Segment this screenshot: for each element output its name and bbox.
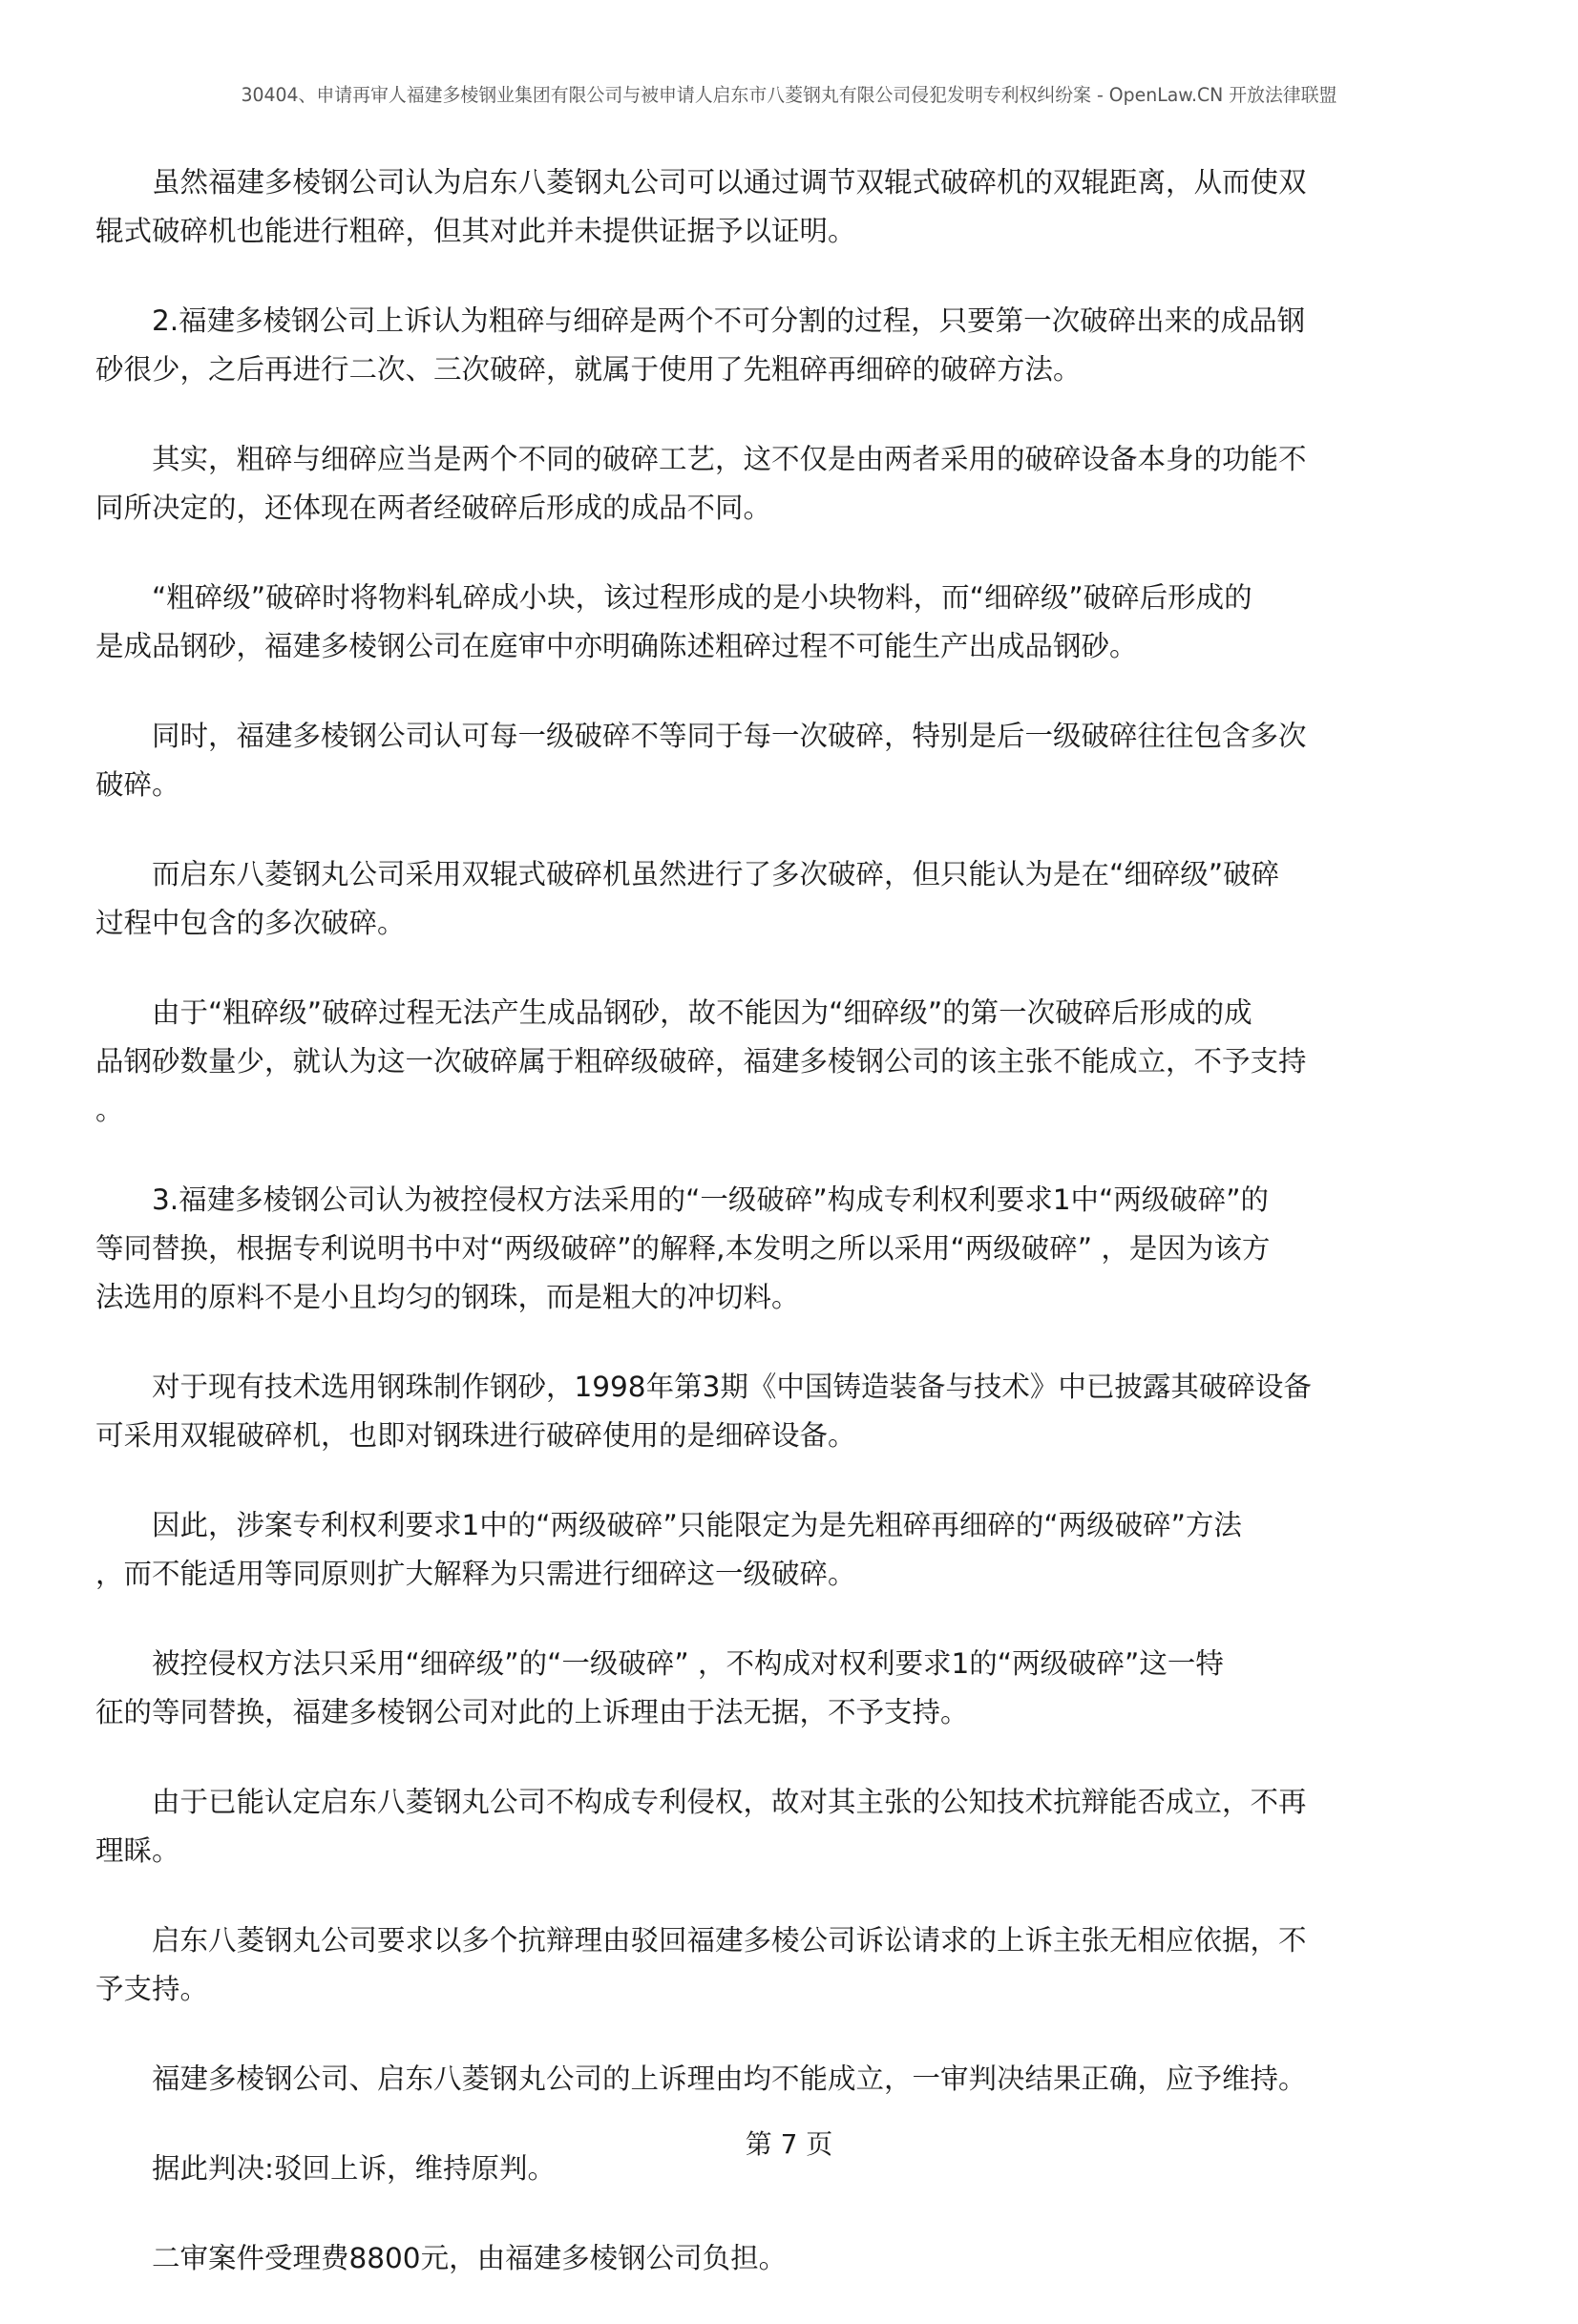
page-header: 30404、申请再审人福建多棱钢业集团有限公司与被申请人启东市八菱钢丸有限公司侵犯发明专利权纠纷案 - OpenLaw.CN 开放法律联盟 <box>241 84 1337 106</box>
paragraph-line: 2.福建多棱钢公司上诉认为粗碎与细碎是两个不可分割的过程，只要第一次破碎出来的成品钢 <box>95 304 1306 337</box>
paragraph-line: 理睬。 <box>95 1834 180 1867</box>
paragraph <box>95 850 1489 948</box>
paragraph <box>95 712 1489 809</box>
paragraph <box>95 2055 1489 2104</box>
paragraph-line: 品钢砂数量少，就认为这一次破碎属于粗碎级破碎，福建多棱钢公司的该主张不能成立，不予支持 <box>95 1045 1307 1078</box>
paragraph <box>95 1640 1489 1737</box>
paragraph-line: 二审案件受理费8800元，由福建多棱钢公司负担。 <box>95 2242 788 2274</box>
document-body <box>95 158 1489 2324</box>
paragraph-line: 过程中包含的多次破碎。 <box>95 907 406 939</box>
paragraph-line: 破碎。 <box>95 768 180 801</box>
paragraph <box>95 158 1489 256</box>
paragraph-line: 等同替换，根据专利说明书中对“两级破碎”的解释,本发明之所以采用“两级破碎” ，是因为该方 <box>95 1232 1271 1265</box>
paragraph <box>95 1176 1489 1322</box>
paragraph-line: ，而不能适用等同原则扩大解释为只需进行细碎这一级破碎。 <box>95 1558 856 1590</box>
paragraph-line: “粗碎级”破碎时将物料轧碎成小块，该过程形成的是小块物料，而“细碎级”破碎后形成的 <box>95 581 1252 614</box>
paragraph <box>95 1363 1489 1460</box>
paragraph-line: 可采用双辊破碎机，也即对钢珠进行破碎使用的是细碎设备。 <box>95 1419 856 1452</box>
paragraph-line: 辊式破碎机也能进行粗碎，但其对此并未提供证据予以证明。 <box>95 215 856 247</box>
paragraph-line: 同时，福建多棱钢公司认可每一级破碎不等同于每一次破碎，特别是后一级破碎往往包含多次 <box>95 720 1307 752</box>
paragraph <box>95 435 1489 533</box>
paragraph-line: 由于“粗碎级”破碎过程无法产生成品钢砂，故不能因为“细碎级”的第一次破碎后形成的成 <box>95 996 1252 1029</box>
paragraph-line: 虽然福建多棱钢公司认为启东八菱钢丸公司可以通过调节双辊式破碎机的双辊距离，从而使双 <box>95 166 1307 199</box>
paragraph-line: 是成品钢砂，福建多棱钢公司在庭审中亦明确陈述粗碎过程不可能生产出成品钢砂。 <box>95 630 1138 662</box>
paragraph <box>95 2234 1489 2283</box>
paragraph-line: 启东八菱钢丸公司要求以多个抗辩理由驳回福建多棱公司诉讼请求的上诉主张无相应依据，不 <box>95 1924 1307 1957</box>
paragraph-line: 其实，粗碎与细碎应当是两个不同的破碎工艺，这不仅是由两者采用的破碎设备本身的功能不 <box>95 443 1307 475</box>
paragraph-line: 法选用的原料不是小且均匀的钢珠，而是粗大的冲切料。 <box>95 1281 800 1313</box>
paragraph <box>95 989 1489 1135</box>
paragraph-line: 同所决定的，还体现在两者经破碎后形成的成品不同。 <box>95 492 772 524</box>
paragraph-line: 因此，涉案专利权利要求1中的“两级破碎”只能限定为是先粗碎再细碎的“两级破碎”方法 <box>95 1509 1242 1541</box>
paragraph <box>95 1916 1489 2014</box>
paragraph-line: 而启东八菱钢丸公司采用双辊式破碎机虽然进行了多次破碎，但只能认为是在“细碎级”破碎 <box>95 858 1280 890</box>
page-number: 第 7 页 <box>745 2128 833 2160</box>
paragraph-line: 征的等同替换，福建多棱钢公司对此的上诉理由于法无据，不予支持。 <box>95 1696 969 1728</box>
paragraph <box>95 1778 1489 1875</box>
paragraph-line: 由于已能认定启东八菱钢丸公司不构成专利侵权，故对其主张的公知技术抗辩能否成立，不再 <box>95 1786 1307 1818</box>
paragraph <box>95 574 1489 671</box>
paragraph-line: 砂很少，之后再进行二次、三次破碎，就属于使用了先粗碎再细碎的破碎方法。 <box>95 353 1082 386</box>
paragraph-line: 3.福建多棱钢公司认为被控侵权方法采用的“一级破碎”构成专利权利要求1中“两级破碎”的 <box>95 1183 1270 1216</box>
paragraph-line: 对于现有技术选用钢珠制作钢砂，1998年第3期《中国铸造装备与技术》中已披露其破碎设备 <box>95 1371 1312 1403</box>
paragraph <box>95 297 1489 394</box>
paragraph <box>95 1501 1489 1599</box>
paragraph-line: 据此判决:驳回上诉，维持原判。 <box>95 2152 556 2185</box>
paragraph-line: 。 <box>95 1094 124 1126</box>
paragraph-line: 被控侵权方法只采用“细碎级”的“一级破碎” ，不构成对权利要求1的“两级破碎”这一特 <box>95 1647 1224 1680</box>
paragraph-line: 福建多棱钢公司、启东八菱钢丸公司的上诉理由均不能成立，一审判决结果正确，应予维持。 <box>95 2062 1307 2095</box>
paragraph-line: 予支持。 <box>95 1973 209 2005</box>
